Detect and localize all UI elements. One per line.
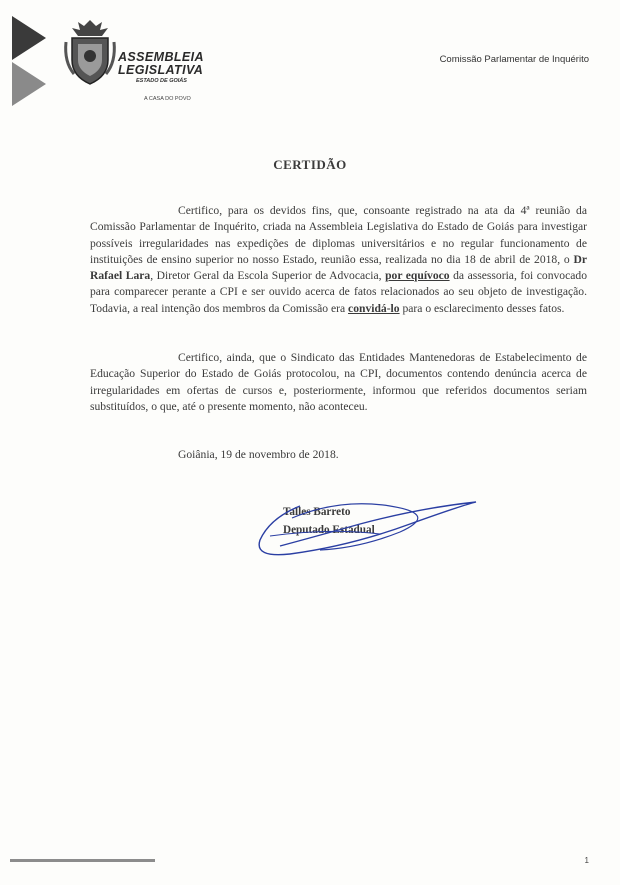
paragraph-2-text: Certifico, ainda, que o Sindicato das Entidades Mantenedoras de Estabelecimento de Educação Superior do Estado de Goiás protocolou, na CPI, documentos contendo denúncia acerca de irregularidades em ofertas de cursos e, posteriormente, informou que referidos documentos seriam substituídos, o que, até o presente momento, não aconteceu. bbox=[90, 351, 587, 413]
paragraph-2 bbox=[90, 350, 587, 415]
logo-title-line2: LEGISLATIVA bbox=[118, 63, 204, 77]
footer-divider bbox=[10, 859, 155, 862]
handwritten-signature bbox=[240, 488, 480, 568]
logo-tagline: A CASA DO POVO bbox=[144, 96, 191, 102]
paragraph-1-part3: da assessoria, foi convocado para comparecer perante a CPI e ser ouvido acerca de fatos relacionados ao seu objeto de investigação. Todavia, a real intenção dos membros da Comissão era bbox=[90, 269, 587, 315]
paragraph-1 bbox=[90, 203, 587, 317]
corner-chevron-mark bbox=[12, 16, 46, 106]
emphasis-invite: convidá-lo bbox=[348, 301, 400, 315]
signer-name: Talles Barreto bbox=[283, 506, 351, 518]
document-title: CERTIDÃO bbox=[273, 157, 347, 172]
date-line: Goiânia, 19 de novembro de 2018. bbox=[178, 448, 339, 461]
header-commission-name: Comissão Parlamentar de Inquérito bbox=[439, 54, 589, 65]
page-number: 1 bbox=[584, 856, 589, 865]
paragraph-1-part4: para o esclarecimento desses fatos. bbox=[399, 301, 565, 315]
assembly-logo bbox=[62, 16, 222, 102]
paragraph-1-part1: Certifico, para os devidos fins, que, consoante registrado na ata da 4ª reunião da Comissão Parlamentar de Inquérito, criada na Assembleia Legislativa do Estado de Goiás para investigar possíveis irregularidades nas expedições de diplomas universitários e no regular funcionamento de instituições de ensino superior no nosso Estado, reunião essa, realizada no dia 18 de abril de 2018, o bbox=[90, 204, 587, 266]
signer-title: Deputado Estadual bbox=[283, 524, 375, 536]
logo-subtitle: ESTADO DE GOIÁS bbox=[136, 78, 187, 84]
emphasis-mistake: por equívoco bbox=[385, 269, 450, 283]
coat-of-arms-icon bbox=[62, 16, 118, 88]
person-name: Dr Rafael Lara bbox=[90, 252, 587, 283]
paragraph-1-part2: , Diretor Geral da Escola Superior de Advocacia, bbox=[150, 269, 386, 283]
logo-title-line1: ASSEMBLEIA bbox=[118, 50, 204, 64]
